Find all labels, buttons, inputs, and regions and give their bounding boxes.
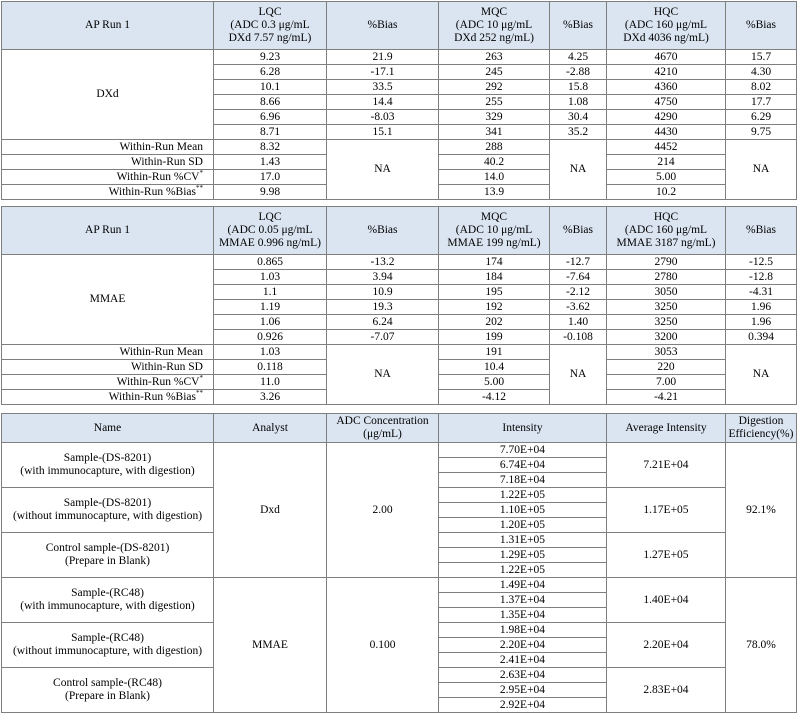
concentration-header: ADC Concentration (μg/mL) [327,414,439,443]
na-cell: NA [726,345,797,405]
mqc-bias-header: %Bias [550,2,607,50]
avg-intensity-cell: 7.21E+04 [607,443,726,488]
name-header: Name [2,414,214,443]
stat-label: Within-Run SD [2,360,214,375]
cell: 1.43 [214,155,327,170]
hqc-header: HQC (ADC 160 μg/mL MMAE 3187 ng/mL) [607,207,726,255]
cell: -0.108 [550,330,607,345]
na-cell: NA [327,140,439,200]
avg-intensity-cell: 1.40E+04 [607,578,726,623]
lqc-bias-header: %Bias [327,2,439,50]
cell: 341 [439,125,550,140]
avg-intensity-cell: 2.20E+04 [607,623,726,668]
cell: -2.12 [550,285,607,300]
concentration-cell: 2.00 [327,443,439,578]
dxd-qc-table [1,1,797,200]
cell: 191 [439,345,550,360]
cell: 7.00 [607,375,726,390]
mmae-qc-table [1,206,797,405]
run-label: AP Run 1 [2,207,214,255]
cell: 14.0 [439,170,550,185]
cell: -12.8 [726,270,797,285]
cell: 0.926 [214,330,327,345]
stat-label: Within-Run %Bias** [2,185,214,200]
cell: -7.07 [327,330,439,345]
cell: 245 [439,65,550,80]
cell: -4.31 [726,285,797,300]
intensity-cell: 1.98E+04 [439,623,607,638]
intensity-cell: 1.22E+05 [439,563,607,578]
efficiency-cell: 78.0% [726,578,797,713]
cell: 8.71 [214,125,327,140]
cell: 8.66 [214,95,327,110]
cell: 6.29 [726,110,797,125]
analyst-cell: Dxd [214,443,327,578]
avg-intensity-cell: 1.17E+05 [607,488,726,533]
avg-intensity-cell: 1.27E+05 [607,533,726,578]
cell: 1.03 [214,345,327,360]
cell: -7.64 [550,270,607,285]
cell: -4.12 [439,390,550,405]
cell: 14.4 [327,95,439,110]
na-cell: NA [327,345,439,405]
cell: 3250 [607,300,726,315]
cell: 3050 [607,285,726,300]
efficiency-cell: 92.1% [726,443,797,578]
sample-name: Sample-(RC48) (with immunocapture, with digestion) [2,578,214,623]
cell: 35.2 [550,125,607,140]
cell: 5.00 [439,375,550,390]
cell: 0.118 [214,360,327,375]
cell: 263 [439,50,550,65]
cell: 13.9 [439,185,550,200]
table-row [2,578,797,593]
cell: 329 [439,110,550,125]
intensity-cell: 6.74E+04 [439,458,607,473]
cell: 3250 [607,315,726,330]
analyst-header: Analyst [214,414,327,443]
cell: -12.5 [726,255,797,270]
cell: 4290 [607,110,726,125]
analyte-label: MMAE [2,255,214,345]
cell: 33.5 [327,80,439,95]
cell: 1.03 [214,270,327,285]
intensity-cell: 2.41E+04 [439,653,607,668]
cell: 19.3 [327,300,439,315]
hqc-bias-header: %Bias [726,207,797,255]
intensity-cell: 1.10E+05 [439,503,607,518]
cell: 10.2 [607,185,726,200]
cell: 1.96 [726,300,797,315]
cell: 30.4 [550,110,607,125]
intensity-cell: 7.70E+04 [439,443,607,458]
hqc-header: HQC (ADC 160 μg/mL DXd 4036 ng/mL) [607,2,726,50]
cell: 15.8 [550,80,607,95]
intensity-cell: 1.22E+05 [439,488,607,503]
cell: 4210 [607,65,726,80]
cell: 8.32 [214,140,327,155]
concentration-cell: 0.100 [327,578,439,713]
cell: 4.30 [726,65,797,80]
cell: 4430 [607,125,726,140]
cell: 220 [607,360,726,375]
cell: 5.00 [607,170,726,185]
cell: 1.96 [726,315,797,330]
cell: -13.2 [327,255,439,270]
digestion-header-row [2,414,797,443]
cell: 3.26 [214,390,327,405]
cell: 4452 [607,140,726,155]
cell: 4.25 [550,50,607,65]
intensity-cell: 2.95E+04 [439,683,607,698]
cell: 214 [607,155,726,170]
table-row [2,443,797,458]
cell: 288 [439,140,550,155]
cell: 1.40 [550,315,607,330]
mqc-bias-header: %Bias [550,207,607,255]
avg-intensity-header: Average Intensity [607,414,726,443]
run-label: AP Run 1 [2,2,214,50]
cell: 3.94 [327,270,439,285]
sample-name: Control sample-(DS-8201) (Prepare in Blank) [2,533,214,578]
stat-label: Within-Run SD [2,155,214,170]
cell: 2780 [607,270,726,285]
cell: 10.1 [214,80,327,95]
cell: 9.98 [214,185,327,200]
cell: 11.0 [214,375,327,390]
cell: 292 [439,80,550,95]
table-row [2,255,797,270]
cell: -4.21 [607,390,726,405]
cell: 1.19 [214,300,327,315]
stat-label: Within-Run %Bias** [2,390,214,405]
mmae-header-row [2,207,797,255]
cell: 9.75 [726,125,797,140]
mqc-header: MQC (ADC 10 μg/mL MMAE 199 ng/mL) [439,207,550,255]
mqc-header: MQC (ADC 10 μg/mL DXd 252 ng/mL) [439,2,550,50]
stats-row [2,140,797,155]
intensity-cell: 1.35E+04 [439,608,607,623]
cell: 0.394 [726,330,797,345]
stats-row [2,345,797,360]
intensity-cell: 2.20E+04 [439,638,607,653]
cell: 3200 [607,330,726,345]
cell: 17.0 [214,170,327,185]
cell: 10.9 [327,285,439,300]
cell: 21.9 [327,50,439,65]
cell: 2790 [607,255,726,270]
table-row [2,50,797,65]
dxd-header-row [2,2,797,50]
na-cell: NA [726,140,797,200]
intensity-cell: 2.92E+04 [439,698,607,713]
cell: 40.2 [439,155,550,170]
cell: -3.62 [550,300,607,315]
analyte-label: DXd [2,50,214,140]
cell: 6.28 [214,65,327,80]
intensity-cell: 1.49E+04 [439,578,607,593]
cell: 4750 [607,95,726,110]
cell: 6.96 [214,110,327,125]
intensity-cell: 1.20E+05 [439,518,607,533]
lqc-header: LQC (ADC 0.05 μg/mL MMAE 0.996 ng/mL) [214,207,327,255]
cell: 199 [439,330,550,345]
cell: 6.24 [327,315,439,330]
sample-name: Sample-(DS-8201) (with immunocapture, with digestion) [2,443,214,488]
cell: -8.03 [327,110,439,125]
sample-name: Sample-(RC48) (without immunocapture, with digestion) [2,623,214,668]
cell: -12.7 [550,255,607,270]
stat-label: Within-Run %CV* [2,170,214,185]
cell: 4670 [607,50,726,65]
na-cell: NA [550,345,607,405]
cell: 255 [439,95,550,110]
hqc-bias-header: %Bias [726,2,797,50]
digestion-efficiency-table [1,413,797,713]
cell: 4360 [607,80,726,95]
cell: 202 [439,315,550,330]
sample-name: Control sample-(RC48) (Prepare in Blank) [2,668,214,713]
intensity-cell: 7.18E+04 [439,473,607,488]
cell: 1.1 [214,285,327,300]
na-cell: NA [550,140,607,200]
cell: 174 [439,255,550,270]
cell: 0.865 [214,255,327,270]
intensity-cell: 1.31E+05 [439,533,607,548]
lqc-header: LQC (ADC 0.3 μg/mL DXd 7.57 ng/mL) [214,2,327,50]
cell: 192 [439,300,550,315]
intensity-cell: 2.63E+04 [439,668,607,683]
efficiency-header: Digestion Efficiency(%) [726,414,797,443]
cell: 9.23 [214,50,327,65]
cell: 15.1 [327,125,439,140]
cell: -2.88 [550,65,607,80]
cell: 3053 [607,345,726,360]
stat-label: Within-Run Mean [2,345,214,360]
intensity-header: Intensity [439,414,607,443]
sample-name: Sample-(DS-8201) (without immunocapture, with digestion) [2,488,214,533]
cell: 10.4 [439,360,550,375]
cell: 15.7 [726,50,797,65]
cell: 1.06 [214,315,327,330]
intensity-cell: 1.37E+04 [439,593,607,608]
stat-label: Within-Run %CV* [2,375,214,390]
analyst-cell: MMAE [214,578,327,713]
cell: 184 [439,270,550,285]
cell: 195 [439,285,550,300]
intensity-cell: 1.29E+05 [439,548,607,563]
stat-label: Within-Run Mean [2,140,214,155]
cell: 1.08 [550,95,607,110]
cell: -17.1 [327,65,439,80]
cell: 8.02 [726,80,797,95]
avg-intensity-cell: 2.83E+04 [607,668,726,713]
cell: 17.7 [726,95,797,110]
lqc-bias-header: %Bias [327,207,439,255]
